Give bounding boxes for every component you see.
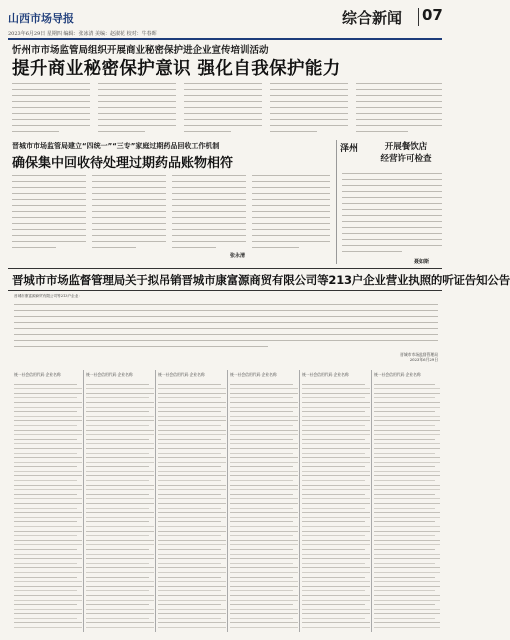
table-column (14, 380, 82, 632)
text-line (356, 126, 408, 132)
article1-col (270, 78, 348, 132)
notice-body-lines (14, 299, 438, 347)
article1-col (184, 78, 262, 132)
table-column (302, 380, 370, 632)
article1-col (356, 78, 442, 132)
sidebar-col (342, 168, 442, 252)
table-divider (83, 370, 84, 632)
table-divider (155, 370, 156, 632)
table-header: 统一社会信用代码 企业名称 (302, 372, 349, 377)
table-header: 统一社会信用代码 企业名称 (14, 372, 61, 377)
table-row (374, 623, 440, 628)
article1-headline: 提升商业秘密保护意识 强化自我保护能力 (12, 59, 341, 79)
table-header: 统一社会信用代码 企业名称 (230, 372, 277, 377)
notice-title-rule (8, 290, 442, 291)
sidebar-title-line1: 开展餐饮店 (384, 142, 428, 152)
page-number: 07 (422, 6, 443, 24)
notice-signature-org: 晋城市市场监督管理局 (400, 352, 438, 357)
text-line (12, 242, 56, 248)
sidebar-location: 泽州 (340, 144, 359, 154)
article2-col (252, 170, 330, 248)
table-header: 统一社会信用代码 企业名称 (86, 372, 133, 377)
article2-headline: 确保集中回收待处理过期药品账物相符 (12, 156, 234, 171)
notice-intro (14, 294, 438, 347)
notice-body (14, 299, 438, 347)
notice-signature (400, 352, 438, 362)
article2-kicker: 晋城市市场监管局建立“四统一”“三专”家庭过期药品回收工作机制 (12, 142, 220, 150)
masthead-rule (8, 38, 442, 40)
table-column (230, 380, 298, 632)
table-row (230, 623, 298, 628)
article1-col (98, 78, 176, 132)
sidebar-title (370, 141, 442, 165)
table-column (374, 380, 440, 632)
article2-col (172, 170, 246, 248)
table-header: 统一社会信用代码 企业名称 (374, 372, 421, 377)
text-line (172, 242, 216, 248)
table-row (158, 623, 226, 628)
article1-col (12, 78, 90, 132)
table-column (158, 380, 226, 632)
article2-col (92, 170, 166, 248)
sidebar-body (342, 168, 442, 256)
text-line (342, 246, 402, 252)
article2-byline: 张永清 (230, 253, 246, 259)
article2-body (12, 170, 330, 252)
notice-title: 晋城市市场监督管理局关于拟吊销晋城市康富源商贸有限公司等213户企业营业执照的听证告知公告 (12, 273, 510, 287)
text-line (98, 126, 145, 132)
masthead-divider (418, 8, 419, 26)
article1-kicker: 忻州市市场监管局组织开展商业秘密保护进企业宣传培训活动 (12, 45, 269, 56)
notice-top-rule (8, 268, 442, 269)
section-title: 综合新闻 (342, 9, 403, 27)
text-line (184, 126, 231, 132)
text-line (252, 242, 299, 248)
sidebar-divider (336, 140, 337, 264)
text-line (14, 341, 268, 347)
article2-col (12, 170, 86, 248)
masthead (8, 4, 442, 40)
sidebar-byline: 聂如斯 (414, 259, 430, 265)
paper-name: 山西市场导报 (8, 12, 74, 25)
text-line (270, 126, 317, 132)
table-column (86, 380, 154, 632)
table-divider (227, 370, 228, 632)
text-line (92, 242, 136, 248)
text-line (12, 126, 59, 132)
article1-body (12, 78, 442, 136)
table-row (302, 623, 370, 628)
notice-addressee: 晋城市康富源商贸有限公司等213户企业： (14, 294, 82, 298)
table-divider (299, 370, 300, 632)
issue-info: 2023年6月29日 星期四 编辑：张冰清 美编：赵淑花 校对：牛春晖 (8, 31, 157, 37)
table-row (86, 623, 154, 628)
sidebar-title-line2: 经营许可检查 (380, 154, 432, 164)
table-divider (371, 370, 372, 632)
table-row (14, 623, 82, 628)
table-header: 统一社会信用代码 企业名称 (158, 372, 205, 377)
notice-signature-date: 2023年6月29日 (409, 357, 438, 362)
